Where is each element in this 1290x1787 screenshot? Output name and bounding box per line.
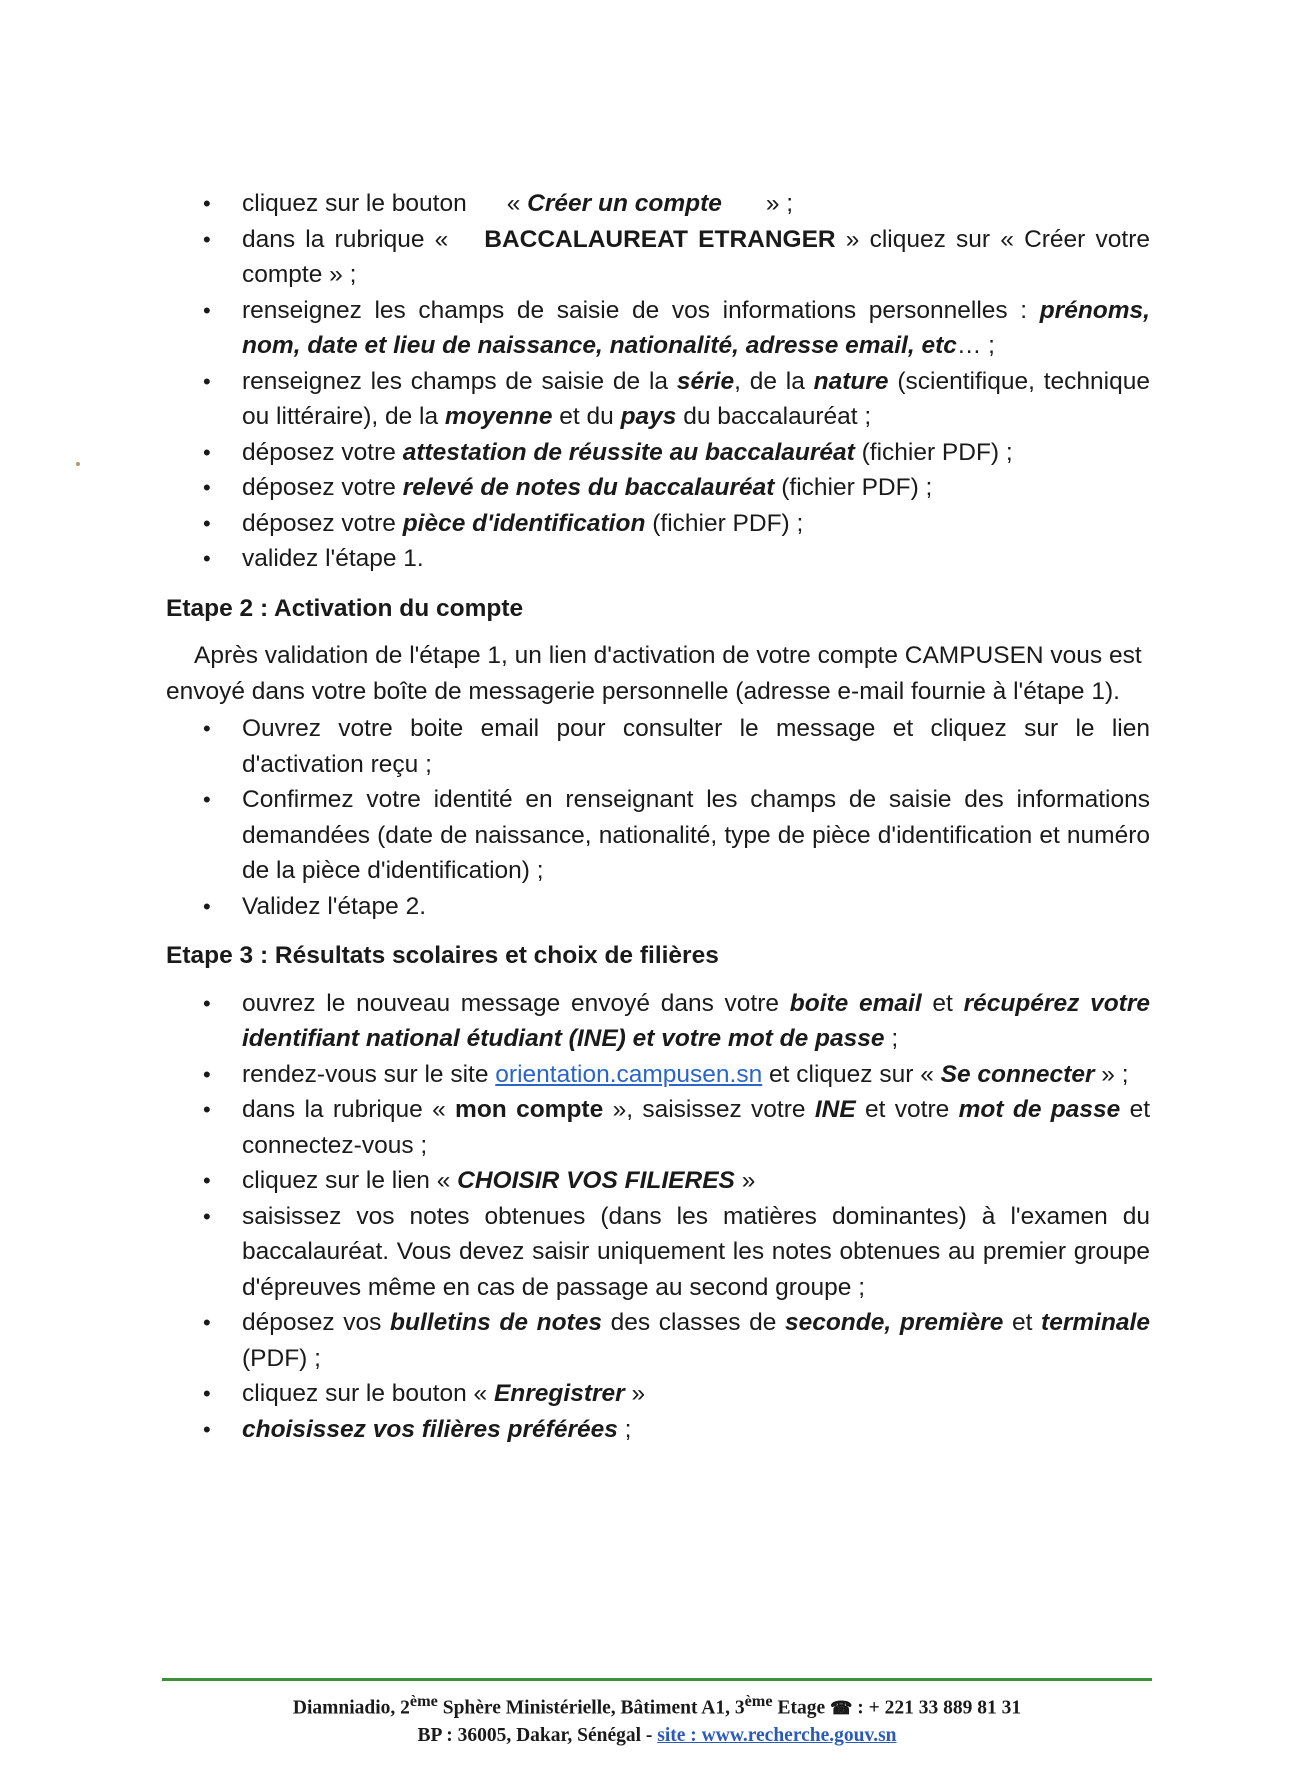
page-content (166, 186, 1150, 1447)
telephone-icon: ☎ (829, 1697, 853, 1718)
step3-list (166, 986, 1150, 1448)
website-link[interactable]: site : www.recherche.gouv.sn (657, 1724, 897, 1746)
list-item: • Confirmez votre identité en renseignant les champs de saisie des informations demandées (date de naissance, nationalité, type de pièce d'identification et numéro de la pièce d'identification) ; (166, 782, 1150, 889)
list-item: • déposez votre attestation de réussite au baccalauréat (fichier PDF) ; (166, 435, 1150, 471)
step1-list (166, 186, 1150, 577)
list-item: • validez l'étape 1. (166, 541, 1150, 577)
list-item: • rendez-vous sur le site orientation.campusen.sn et cliquez sur « Se connecter » ; (166, 1057, 1150, 1093)
list-item: • Ouvrez votre boite email pour consulter le message et cliquez sur le lien d'activation reçu ; (166, 711, 1150, 782)
footer (162, 1688, 1152, 1749)
list-item: • déposez votre relevé de notes du baccalauréat (fichier PDF) ; (166, 470, 1150, 506)
list-item: • saisissez vos notes obtenues (dans les matières dominantes) à l'examen du baccalauréat. Vous devez saisir uniquement les notes obtenues au premier groupe d'épreuves même en cas de passage au second groupe ; (166, 1199, 1150, 1306)
scan-speck (76, 462, 80, 466)
list-item: • cliquez sur le lien « CHOISIR VOS FILIERES » (166, 1163, 1150, 1199)
list-item: • cliquez sur le bouton « Créer un compte » ; (166, 186, 1150, 222)
list-item: • Validez l'étape 2. (166, 889, 1150, 925)
list-item: • ouvrez le nouveau message envoyé dans votre boite email et récupérez votre identifiant national étudiant (INE) et votre mot de passe ; (166, 986, 1150, 1057)
list-item: • dans la rubrique « BACCALAUREAT ETRANGER » cliquez sur « Créer votre compte » ; (166, 222, 1150, 293)
list-item: • déposez vos bulletins de notes des classes de seconde, première et terminale (PDF) ; (166, 1305, 1150, 1376)
footer-divider (162, 1678, 1152, 1681)
step3-heading: Etape 3 : Résultats scolaires et choix de filières (166, 942, 719, 969)
list-item: • déposez votre pièce d'identification (fichier PDF) ; (166, 506, 1150, 542)
list-item: • renseignez les champs de saisie de vos informations personnelles : prénoms, nom, date et lieu de naissance, nationalité, adresse email, etc… ; (166, 293, 1150, 364)
footer-address-line: Diamniadio, 2ème Sphère Ministérielle, Bâtiment A1, 3ème Etage ☎ : + 221 33 889 81 31 (162, 1688, 1152, 1722)
list-item: • cliquez sur le bouton « Enregistrer » (166, 1376, 1150, 1412)
step2-list (166, 711, 1150, 924)
step2-paragraph: Après validation de l'étape 1, un lien d'activation de votre compte CAMPUSEN vous est envoyé dans votre boîte de messagerie personnelle (adresse e-mail fournie à l'étape 1). (166, 642, 1142, 705)
footer-contact-line: BP : 36005, Dakar, Sénégal - site : www.recherche.gouv.sn (417, 1724, 897, 1746)
list-item: • dans la rubrique « mon compte », saisissez votre INE et votre mot de passe et connectez-vous ; (166, 1092, 1150, 1163)
step2-heading: Etape 2 : Activation du compte (166, 594, 524, 622)
list-item: • renseignez les champs de saisie de la série, de la nature (scientifique, technique ou littéraire), de la moyenne et du pays du baccalauréat ; (166, 364, 1150, 435)
orientation-site-link[interactable]: orientation.campusen.sn (495, 1060, 763, 1088)
list-item: • choisissez vos filières préférées ; (166, 1412, 1150, 1448)
